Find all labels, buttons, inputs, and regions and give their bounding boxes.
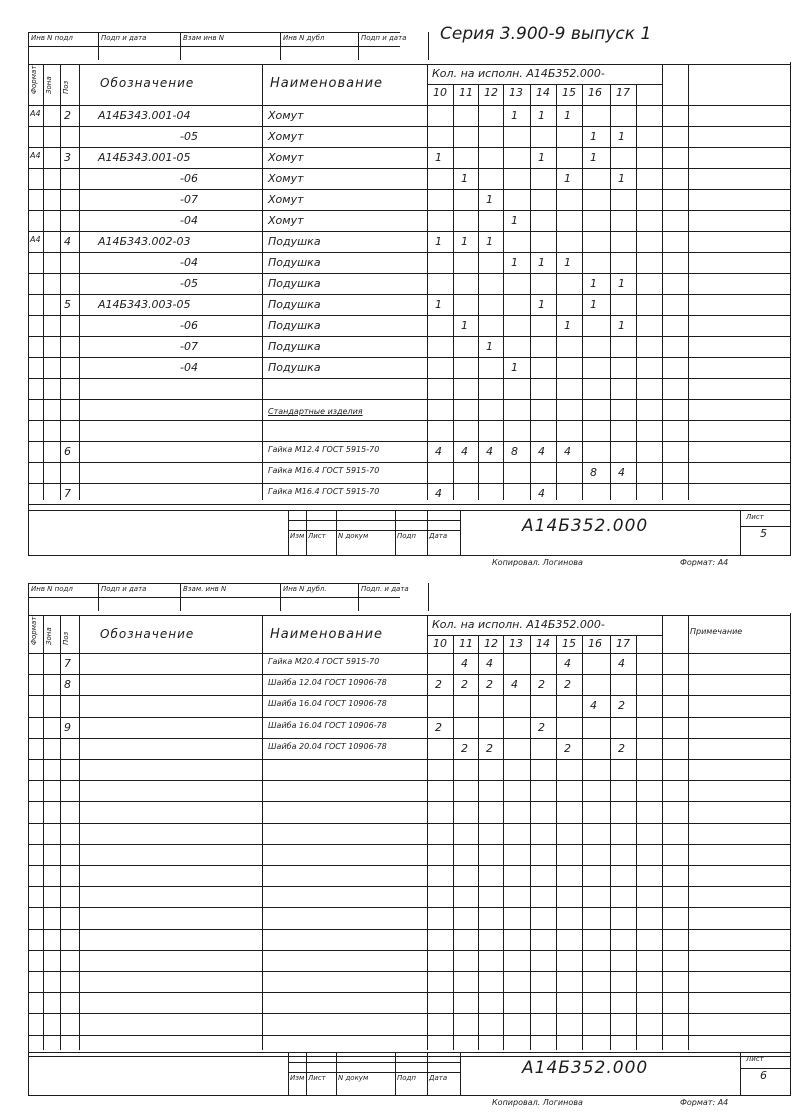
qty-cell: 2 (435, 678, 442, 692)
header-top (28, 64, 790, 65)
qty-column-line (453, 635, 454, 1050)
column-line (60, 64, 61, 500)
qty-cell: 2 (435, 720, 442, 734)
qty-cell: 1 (435, 235, 442, 248)
series-title: Серия 3.900-9 выпуск 1 (440, 24, 652, 44)
title-block-line (306, 510, 307, 555)
qty-column-line (530, 635, 531, 1050)
qty-column-header: 17 (616, 637, 630, 650)
row-line (28, 823, 790, 824)
name-cell: Хомут (268, 214, 304, 227)
title-block-line (395, 510, 396, 555)
document-code: А14Б352.000 (522, 1058, 649, 1078)
row-line (28, 1013, 790, 1014)
format-label: Формат: А4 (680, 558, 729, 567)
row-line (28, 950, 790, 951)
qty-column-header: 10 (433, 637, 447, 650)
qty-cell: 2 (618, 741, 625, 755)
qty-cell: 4 (435, 487, 442, 500)
title-block-line (288, 1052, 289, 1095)
qty-cell: 2 (486, 741, 493, 755)
title-block-line (336, 510, 337, 555)
row-line (28, 483, 790, 484)
stamp-divider (428, 32, 429, 60)
pos-cell: 8 (64, 678, 71, 692)
frame-right (790, 62, 791, 555)
designation-cell: -05 (180, 130, 198, 143)
title-block-label: N докум (338, 1074, 369, 1082)
qty-cell: 1 (538, 109, 545, 122)
title-block-line (288, 520, 460, 521)
format-cell: А4 (30, 235, 41, 244)
qty-column-header: 15 (562, 637, 576, 650)
frame-bottom (28, 1095, 791, 1096)
title-block-line (740, 510, 741, 555)
qty-cell: 4 (590, 699, 597, 713)
row-line (28, 210, 790, 211)
title-block-label: Лист (308, 532, 326, 540)
pos-cell: 5 (64, 298, 71, 311)
qty-cell: 1 (511, 256, 518, 269)
name-header: Наименование (270, 76, 384, 91)
qty-cell: 1 (618, 130, 625, 143)
row-line (28, 1056, 790, 1057)
title-block-line (427, 510, 428, 555)
name-cell: Хомут (268, 109, 304, 122)
title-block-line (288, 530, 460, 531)
qty-cell: 4 (461, 657, 468, 670)
qty-cell: 1 (538, 256, 545, 269)
stamp-field-label: Подп и дата (361, 34, 407, 42)
title-block-line (460, 510, 461, 555)
row-line (28, 886, 790, 887)
name-cell: Гайка М12.4 ГОСТ 5915-70 (268, 445, 380, 454)
qty-cell: 1 (590, 277, 597, 290)
stamp-divider (98, 32, 99, 60)
title-block-line (288, 1072, 460, 1073)
stamp-divider (28, 583, 29, 611)
name-cell: Хомут (268, 130, 304, 143)
zone-header: Зона (45, 76, 53, 94)
stamp-field-label: Взам. инв N (183, 585, 227, 593)
column-line (43, 64, 44, 500)
title-block-line (427, 1052, 428, 1095)
row-line (28, 865, 790, 866)
name-cell: Шайба 12.04 ГОСТ 10906-78 (268, 678, 387, 688)
pos-cell: 7 (64, 487, 71, 500)
stamp-field-label: Инв N дубл (283, 34, 325, 42)
designation-cell: -05 (180, 277, 198, 290)
stamp-divider (358, 32, 359, 60)
name-cell: Подушка (268, 277, 321, 290)
qty-cell: 4 (511, 678, 518, 692)
row-line (28, 378, 790, 379)
row-line (28, 105, 790, 106)
qty-column-header: 14 (536, 637, 550, 650)
title-block-line (336, 1052, 337, 1095)
qty-subheader-line (427, 84, 662, 85)
row-line (28, 971, 790, 972)
format-header: Формат (30, 616, 38, 645)
title-block-top (28, 510, 790, 511)
designation-header: Обозначение (100, 627, 195, 641)
stamp-divider (428, 583, 429, 611)
qty-cell: 1 (511, 361, 518, 374)
qty-cell: 4 (618, 466, 625, 479)
row-line (28, 1035, 790, 1036)
designation-cell: А14Б343.001-04 (98, 109, 191, 122)
qty-cell: 2 (564, 678, 571, 692)
name-cell: Гайка М16.4 ГОСТ 5915-70 (268, 466, 380, 475)
stamp-divider (180, 583, 181, 611)
qty-cell: 2 (564, 741, 571, 755)
qty-cell: 1 (511, 214, 518, 227)
row-line (28, 273, 790, 274)
qty-column-header: 11 (459, 637, 473, 650)
stamp-divider (98, 583, 99, 611)
name-cell: Хомут (268, 193, 304, 206)
qty-cell: 1 (435, 298, 442, 311)
qty-column-line (503, 635, 504, 1050)
qty-subheader-line (427, 635, 662, 636)
qty-cell: 4 (486, 657, 493, 670)
name-cell: Хомут (268, 151, 304, 164)
pos-cell: 6 (64, 445, 71, 458)
header-top (28, 615, 790, 616)
designation-cell: -06 (180, 319, 198, 332)
row-line (28, 252, 790, 253)
designation-cell: -07 (180, 193, 198, 206)
stamp-top (28, 32, 400, 33)
copied-by: Копировал. Логинова (492, 558, 583, 567)
row-line (28, 907, 790, 908)
qty-column-header: 17 (616, 86, 630, 99)
title-block-label: N докум (338, 532, 369, 540)
qty-header: Кол. на исполн. А14Б352.000- (432, 67, 605, 80)
qty-cell: 1 (461, 172, 468, 185)
qty-cell: 2 (538, 678, 545, 692)
qty-column-header: 13 (509, 86, 523, 99)
column-line (28, 64, 29, 500)
column-line (60, 615, 61, 1050)
frame-right (790, 613, 791, 1095)
column-line (79, 615, 80, 1050)
row-line (28, 315, 790, 316)
qty-cell: 2 (461, 741, 468, 755)
name-cell: Подушка (268, 319, 321, 332)
row-line (28, 929, 790, 930)
sheet-number: 6 (760, 1069, 767, 1082)
name-cell: Гайка М16.4 ГОСТ 5915-70 (268, 487, 380, 496)
column-line (662, 615, 663, 1050)
sheet-number: 5 (760, 527, 767, 540)
qty-cell: 1 (564, 256, 571, 269)
column-line (262, 64, 263, 500)
column-line (262, 615, 263, 1050)
qty-column-line (427, 635, 428, 1050)
stamp-field-label: Подп и дата (101, 34, 147, 42)
name-header: Наименование (270, 627, 384, 642)
qty-column-header: 10 (433, 86, 447, 99)
title-block-line (288, 510, 289, 555)
qty-column-line (556, 635, 557, 1050)
qty-column-line (582, 635, 583, 1050)
qty-column-header: 16 (588, 637, 602, 650)
frame-bottom (28, 555, 791, 556)
format-cell: А4 (30, 109, 41, 118)
column-line (688, 64, 689, 500)
qty-cell: 2 (461, 678, 468, 692)
pos-header: Поз (62, 631, 70, 645)
title-block-label: Дата (429, 532, 448, 540)
designation-cell: -04 (180, 256, 198, 269)
row-line (28, 336, 790, 337)
zone-header: Зона (45, 627, 53, 645)
designation-header: Обозначение (100, 76, 195, 90)
qty-column-header: 12 (484, 86, 498, 99)
designation-cell: -04 (180, 214, 198, 227)
stamp-field-label: Подп. и дата (361, 585, 409, 593)
qty-cell: 4 (461, 445, 468, 458)
qty-column-header: 14 (536, 86, 550, 99)
document-code: А14Б352.000 (522, 516, 649, 536)
qty-cell: 4 (435, 445, 442, 458)
stamp-bottom (28, 597, 400, 598)
qty-cell: 1 (564, 319, 571, 332)
row-line (28, 441, 790, 442)
qty-cell: 2 (618, 699, 625, 713)
pos-cell: 4 (64, 235, 71, 248)
name-cell: Гайка М20.4 ГОСТ 5915-70 (268, 657, 380, 666)
row-line (28, 992, 790, 993)
title-block-label: Изм (290, 1074, 305, 1082)
title-block-line (460, 1052, 461, 1095)
qty-column-line (478, 635, 479, 1050)
row-line (28, 168, 790, 169)
name-cell: Подушка (268, 340, 321, 353)
row-line (28, 674, 790, 675)
pos-cell: 3 (64, 151, 71, 164)
row-line (28, 420, 790, 421)
designation-cell: А14Б343.001-05 (98, 151, 191, 164)
title-block-line (306, 1052, 307, 1095)
row-line (28, 231, 790, 232)
qty-column-header: 12 (484, 637, 498, 650)
row-line (28, 844, 790, 845)
stamp-bottom (28, 46, 400, 47)
stamp-field-label: Подп и дата (101, 585, 147, 593)
row-line (28, 462, 790, 463)
stamp-field-label: Инв N подл (31, 34, 73, 42)
designation-cell: -06 (180, 172, 198, 185)
row-line (28, 126, 790, 127)
name-cell: Подушка (268, 235, 321, 248)
qty-cell: 4 (618, 657, 625, 670)
column-line (662, 64, 663, 500)
qty-cell: 2 (538, 720, 545, 734)
pos-header: Поз (62, 80, 70, 94)
qty-cell: 1 (618, 277, 625, 290)
stamp-divider (280, 583, 281, 611)
qty-column-line (610, 635, 611, 1050)
qty-cell: 1 (564, 172, 571, 185)
name-cell: Подушка (268, 256, 321, 269)
note-header: Примечание (690, 627, 743, 636)
row-line (28, 738, 790, 739)
qty-column-header: 15 (562, 86, 576, 99)
stamp-divider (180, 32, 181, 60)
stamp-divider (358, 583, 359, 611)
qty-cell: 2 (486, 678, 493, 692)
row-line (28, 189, 790, 190)
format-label: Формат: А4 (680, 1098, 729, 1107)
title-block-line (740, 1052, 741, 1095)
qty-column-header: 13 (509, 637, 523, 650)
qty-cell: 1 (618, 172, 625, 185)
stamp-field-label: Инв N дубл. (283, 585, 327, 593)
name-cell: Хомут (268, 172, 304, 185)
stamp-divider (280, 32, 281, 60)
title-block-label: Подп (397, 1074, 416, 1082)
qty-cell: 4 (564, 445, 571, 458)
row-line (28, 780, 790, 781)
designation-cell: А14Б343.003-05 (98, 298, 191, 311)
title-block-line (395, 1052, 396, 1095)
stamp-divider (28, 32, 29, 60)
qty-cell: 1 (590, 130, 597, 143)
qty-cell: 1 (590, 298, 597, 311)
qty-cell: 1 (564, 109, 571, 122)
row-line (28, 759, 790, 760)
qty-column-header: 11 (459, 86, 473, 99)
row-line (28, 504, 790, 505)
column-line (79, 64, 80, 500)
qty-cell: 4 (538, 487, 545, 500)
row-line (28, 357, 790, 358)
stamp-field-label: Инв N подл (31, 585, 73, 593)
qty-cell: 1 (461, 319, 468, 332)
format-header: Формат (30, 65, 38, 94)
column-line (688, 615, 689, 1050)
stamp-field-label: Взам инв N (183, 34, 225, 42)
qty-header: Кол. на исполн. А14Б352.000- (432, 618, 605, 631)
row-line (28, 801, 790, 802)
name-cell: Подушка (268, 361, 321, 374)
qty-cell: 4 (538, 445, 545, 458)
row-line (28, 294, 790, 295)
qty-cell: 1 (618, 319, 625, 332)
pos-cell: 7 (64, 657, 71, 670)
name-cell: Шайба 20.04 ГОСТ 10906-78 (268, 741, 387, 751)
column-line (43, 615, 44, 1050)
designation-cell: -07 (180, 340, 198, 353)
copied-by: Копировал. Логинова (492, 1098, 583, 1107)
row-line (28, 653, 790, 654)
title-block-label: Изм (290, 532, 305, 540)
format-cell: А4 (30, 151, 41, 160)
pos-cell: 2 (64, 109, 71, 122)
sheet-label: Лист (746, 513, 764, 521)
qty-column-header: 16 (588, 86, 602, 99)
qty-cell: 8 (511, 445, 518, 458)
qty-cell: 1 (435, 151, 442, 164)
designation-cell: -04 (180, 361, 198, 374)
row-line (28, 717, 790, 718)
qty-cell: 1 (486, 235, 493, 248)
qty-cell: 1 (486, 193, 493, 206)
qty-cell: 1 (511, 109, 518, 122)
title-block-line (288, 1062, 460, 1063)
title-block-top (28, 1052, 790, 1053)
row-line (28, 399, 790, 400)
name-cell: Подушка (268, 298, 321, 311)
qty-cell: 1 (461, 235, 468, 248)
qty-cell: 8 (590, 466, 597, 479)
sheet-label: Лист (746, 1055, 764, 1063)
title-block-label: Подп (397, 532, 416, 540)
qty-column-line (636, 635, 637, 1050)
qty-cell: 4 (486, 445, 493, 458)
qty-cell: 1 (538, 298, 545, 311)
qty-cell: 1 (590, 151, 597, 164)
name-cell: Шайба 16.04 ГОСТ 10906-78 (268, 699, 387, 709)
column-line (28, 615, 29, 1050)
qty-cell: 1 (486, 340, 493, 353)
row-line (28, 147, 790, 148)
designation-cell: А14Б343.002-03 (98, 235, 191, 248)
name-cell: Стандартные изделия (268, 407, 363, 416)
title-block-label: Лист (308, 1074, 326, 1082)
stamp-top (28, 583, 400, 584)
qty-cell: 4 (564, 657, 571, 670)
pos-cell: 9 (64, 720, 71, 734)
row-line (28, 695, 790, 696)
title-block-label: Дата (429, 1074, 448, 1082)
qty-cell: 1 (538, 151, 545, 164)
name-cell: Шайба 16.04 ГОСТ 10906-78 (268, 720, 387, 730)
